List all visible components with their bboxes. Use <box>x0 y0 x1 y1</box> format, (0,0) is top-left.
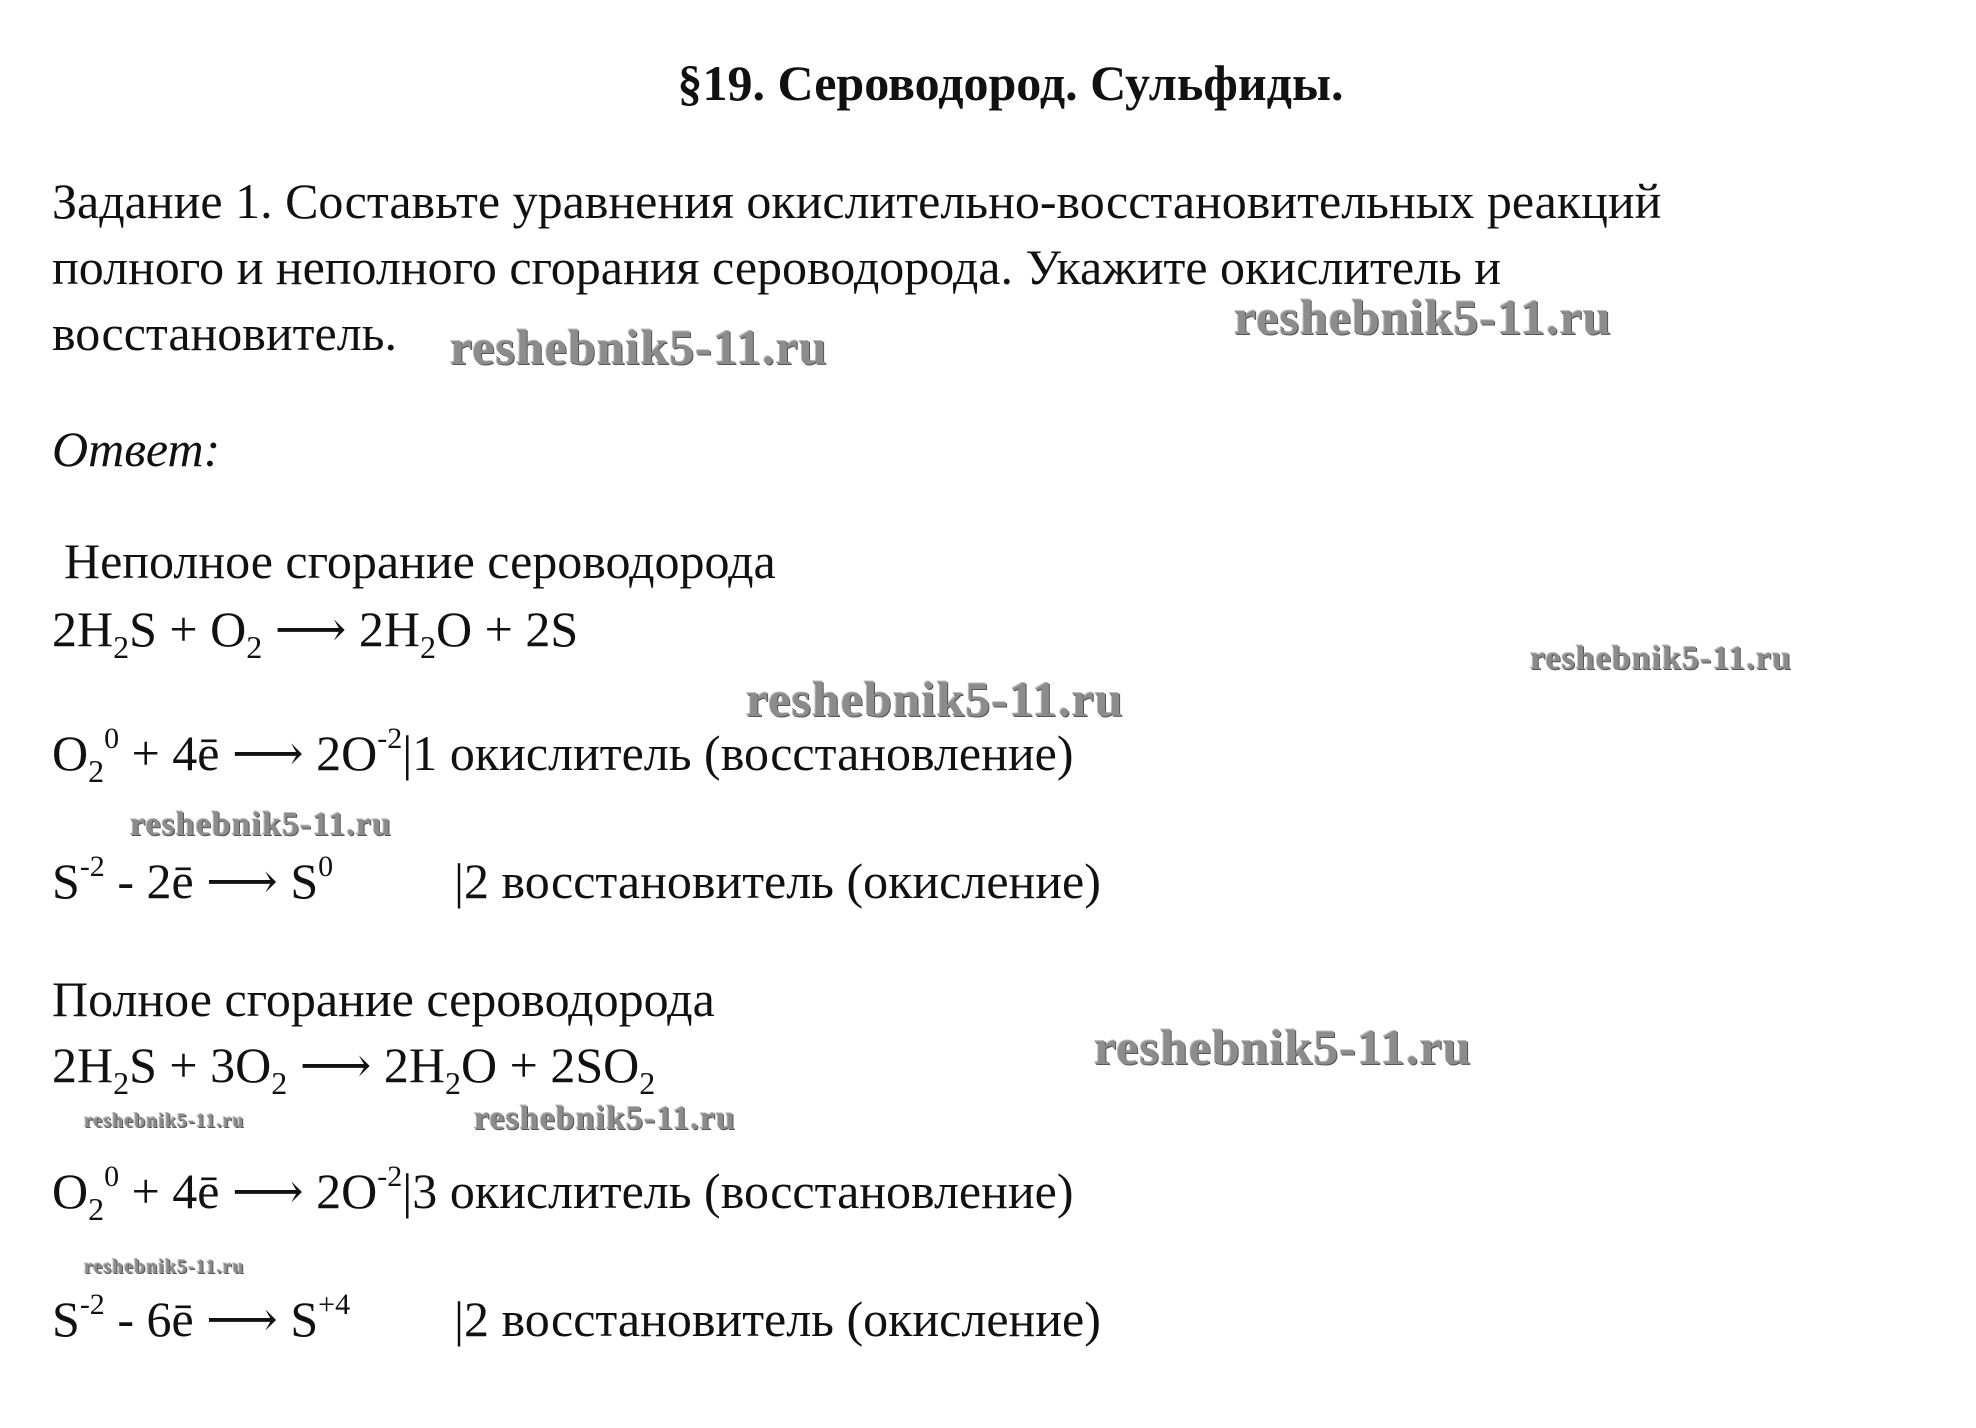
incomplete-half-reaction-2: $S^{-2}$ - 2ē ⟶ $S^0$ <box>52 850 334 909</box>
watermark: reshebnik5-11.ru <box>130 806 392 843</box>
answer-label: Ответ: <box>52 421 221 477</box>
task-line-3: восстановитель. <box>52 305 397 361</box>
watermark: reshebnik5-11.ru <box>746 671 1124 727</box>
complete-half-reaction-1: $O_2^0$ + 4ē ⟶ $2O^{-2}|3$ окислитель (восстановление) <box>52 1160 1074 1227</box>
complete-equation: $2H_2S + 3O_2$ ⟶ $2H_2O + 2SO_2$ <box>52 1037 656 1101</box>
complete-heading: Полное сгорание сероводорода <box>52 971 715 1027</box>
watermark: reshebnik5-11.ru <box>1234 289 1612 345</box>
incomplete-equation: $2H_2S + O_2$ ⟶ $2H_2O + 2S$ <box>52 601 579 665</box>
watermark: reshebnik5-11.ru <box>1530 640 1792 677</box>
watermark: reshebnik5-11.ru <box>450 319 828 375</box>
incomplete-half-reaction-2-role: |2 восстановитель (окисление) <box>454 853 1101 909</box>
incomplete-heading: Неполное сгорание сероводорода <box>64 533 776 589</box>
task-line-2: полного и неполного сгорания сероводорода. Укажите окислитель и <box>52 239 1502 295</box>
page-title: §19. Сероводород. Сульфиды. <box>677 55 1344 111</box>
watermark: reshebnik5-11.ru <box>84 1256 245 1278</box>
watermark: reshebnik5-11.ru <box>474 1100 736 1137</box>
complete-half-reaction-2-role: |2 восстановитель (окисление) <box>454 1291 1101 1347</box>
incomplete-half-reaction-1: $O_2^0$ + 4ē ⟶ $2O^{-2}|1$ окислитель (восстановление) <box>52 722 1074 789</box>
watermark: reshebnik5-11.ru <box>1094 1019 1472 1075</box>
task-line-1: Задание 1. Составьте уравнения окислительно-восстановительных реакций <box>52 173 1662 229</box>
watermark: reshebnik5-11.ru <box>84 1110 245 1132</box>
complete-half-reaction-2: $S^{-2}$ - 6ē ⟶ $S^{+4}$ <box>52 1288 351 1347</box>
